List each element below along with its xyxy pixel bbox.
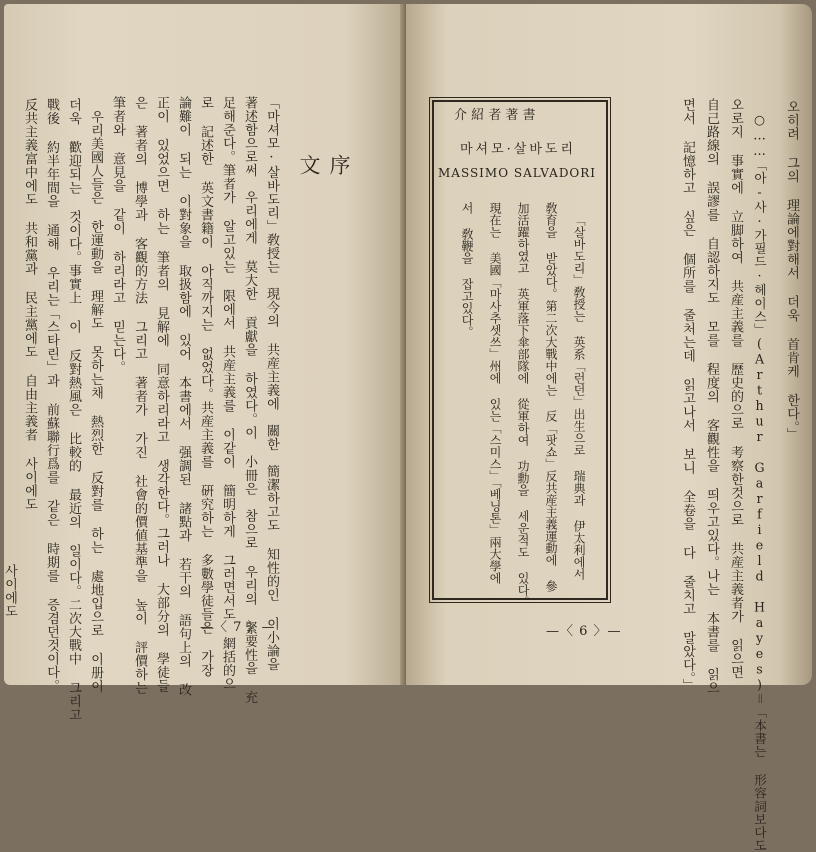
page-number: —〈 7 〉— <box>200 620 276 635</box>
text-column: 正이 있었으면 하는 筆者의 見解에 同意하리라고 생각한다。그러나 大部分의 學徒들 <box>154 96 169 693</box>
text-column: 戰後 約半年間을 通해 우리는「스타린」과 前蘇聯行爲를 같은 時期를 증겸던것이다。 <box>44 98 59 693</box>
text-column: 筆者와 意見을 같이 하리라고 믿는다。 <box>110 96 125 374</box>
right-page <box>406 4 812 852</box>
text-column: 더욱 歡迎되는 것이다。事實上 이 反對熱風은 比較的 最近의 일이다。二次大戰中 그리고 <box>66 98 81 722</box>
text-column: 우리美國人들은 한運動을 理解도 못하는채 熱烈한 反對를 하는 處地입으로 이册이 <box>88 110 103 693</box>
book-spread <box>2 4 812 852</box>
page-number: —〈 6 〉— <box>546 624 622 639</box>
text-column: 反共主義富中에도 共和黨과 民主黨에도 自由主義者 사이에도 <box>22 98 37 511</box>
box-text-column: 加活躍하였고 英軍落下傘部隊에 從軍하여 功勳을 세운적도 있다。 <box>516 202 530 608</box>
text-column: 足해준다。筆者가 알고있는 限에서 共産主義를 이같이 簡明하게 그러면서도 網括的으 <box>220 96 235 691</box>
text-column: 사이에도 <box>2 564 17 618</box>
left-page <box>2 4 406 722</box>
box-header: 介 紹 者 著 書 <box>454 108 536 123</box>
box-text-column: 現在는 美國「마사추셋쓰」州에 있는「스미스」「베닝톤」兩大學에 <box>488 202 502 584</box>
text-column: 오로지 事實에 立脚하여 共産主義를 歷史的으로 考察한것으로 共産主義者가 읽으면 <box>728 98 743 679</box>
text-column: 「마셔모·살바도리」敎授는 現今의 共産主義에 關한 簡潔하고도 知性的인 이小論을 <box>264 96 279 671</box>
text-column: 은 著者의 博學과 客觀的方法 그리고 著者가 가진 社會的價値基準을 높이 評價하는 <box>132 96 147 695</box>
author-intro-box <box>432 100 608 608</box>
text-column: 論難이 되는 이對象을 取扱함에 있어 本書에서 强調된 諸點과 若干의 語句上의 改 <box>176 96 191 697</box>
text-column: ○……「아-사·가필드·헤이스」(Arthur Garfield Hayes)＝「本書는 形容詞보다도 <box>752 112 767 852</box>
text-column: 著述함으로써 우리에게 莫大한 貢獻을 하였다。이 小冊은 참으로 우리의 緊要性을 充 <box>242 96 257 704</box>
author-name-roman: MASSIMO SALVADORI <box>438 166 597 180</box>
box-text-column: 서 敎鞭을 잡고있다。 <box>460 202 474 338</box>
box-text-column: 敎育을 받았다。第二次大戰中에는 反「팟쇼」反共産主義運動에 參 <box>544 202 558 592</box>
text-column: 自己路線의 誤謬를 自認하지도 모를 程度의 客觀性을 띄우고있다。나는 本書를 읽으 <box>704 98 719 695</box>
box-text-column: 「살바도리」敎授는 英系「런던」出生으로 瑞典과 伊太利에서 <box>572 214 586 580</box>
text-column: 오히려 그의 理論에對해서 더욱 首肯케 한다。」 <box>784 100 799 441</box>
text-column: 로 記述한 英文書籍이 아직까지는 없었다。共産主義를 硏究하는 多數學徒들은 가장 <box>198 96 213 677</box>
author-name-korean: 마셔모·살바도리 <box>460 142 577 157</box>
text-column: 면서 記憶하고 싶은 個所를 줄처는데 읽고나서 보니 全卷을 다 줄치고 말았다。」 <box>680 98 695 692</box>
page-title: 序 文 <box>297 154 351 199</box>
